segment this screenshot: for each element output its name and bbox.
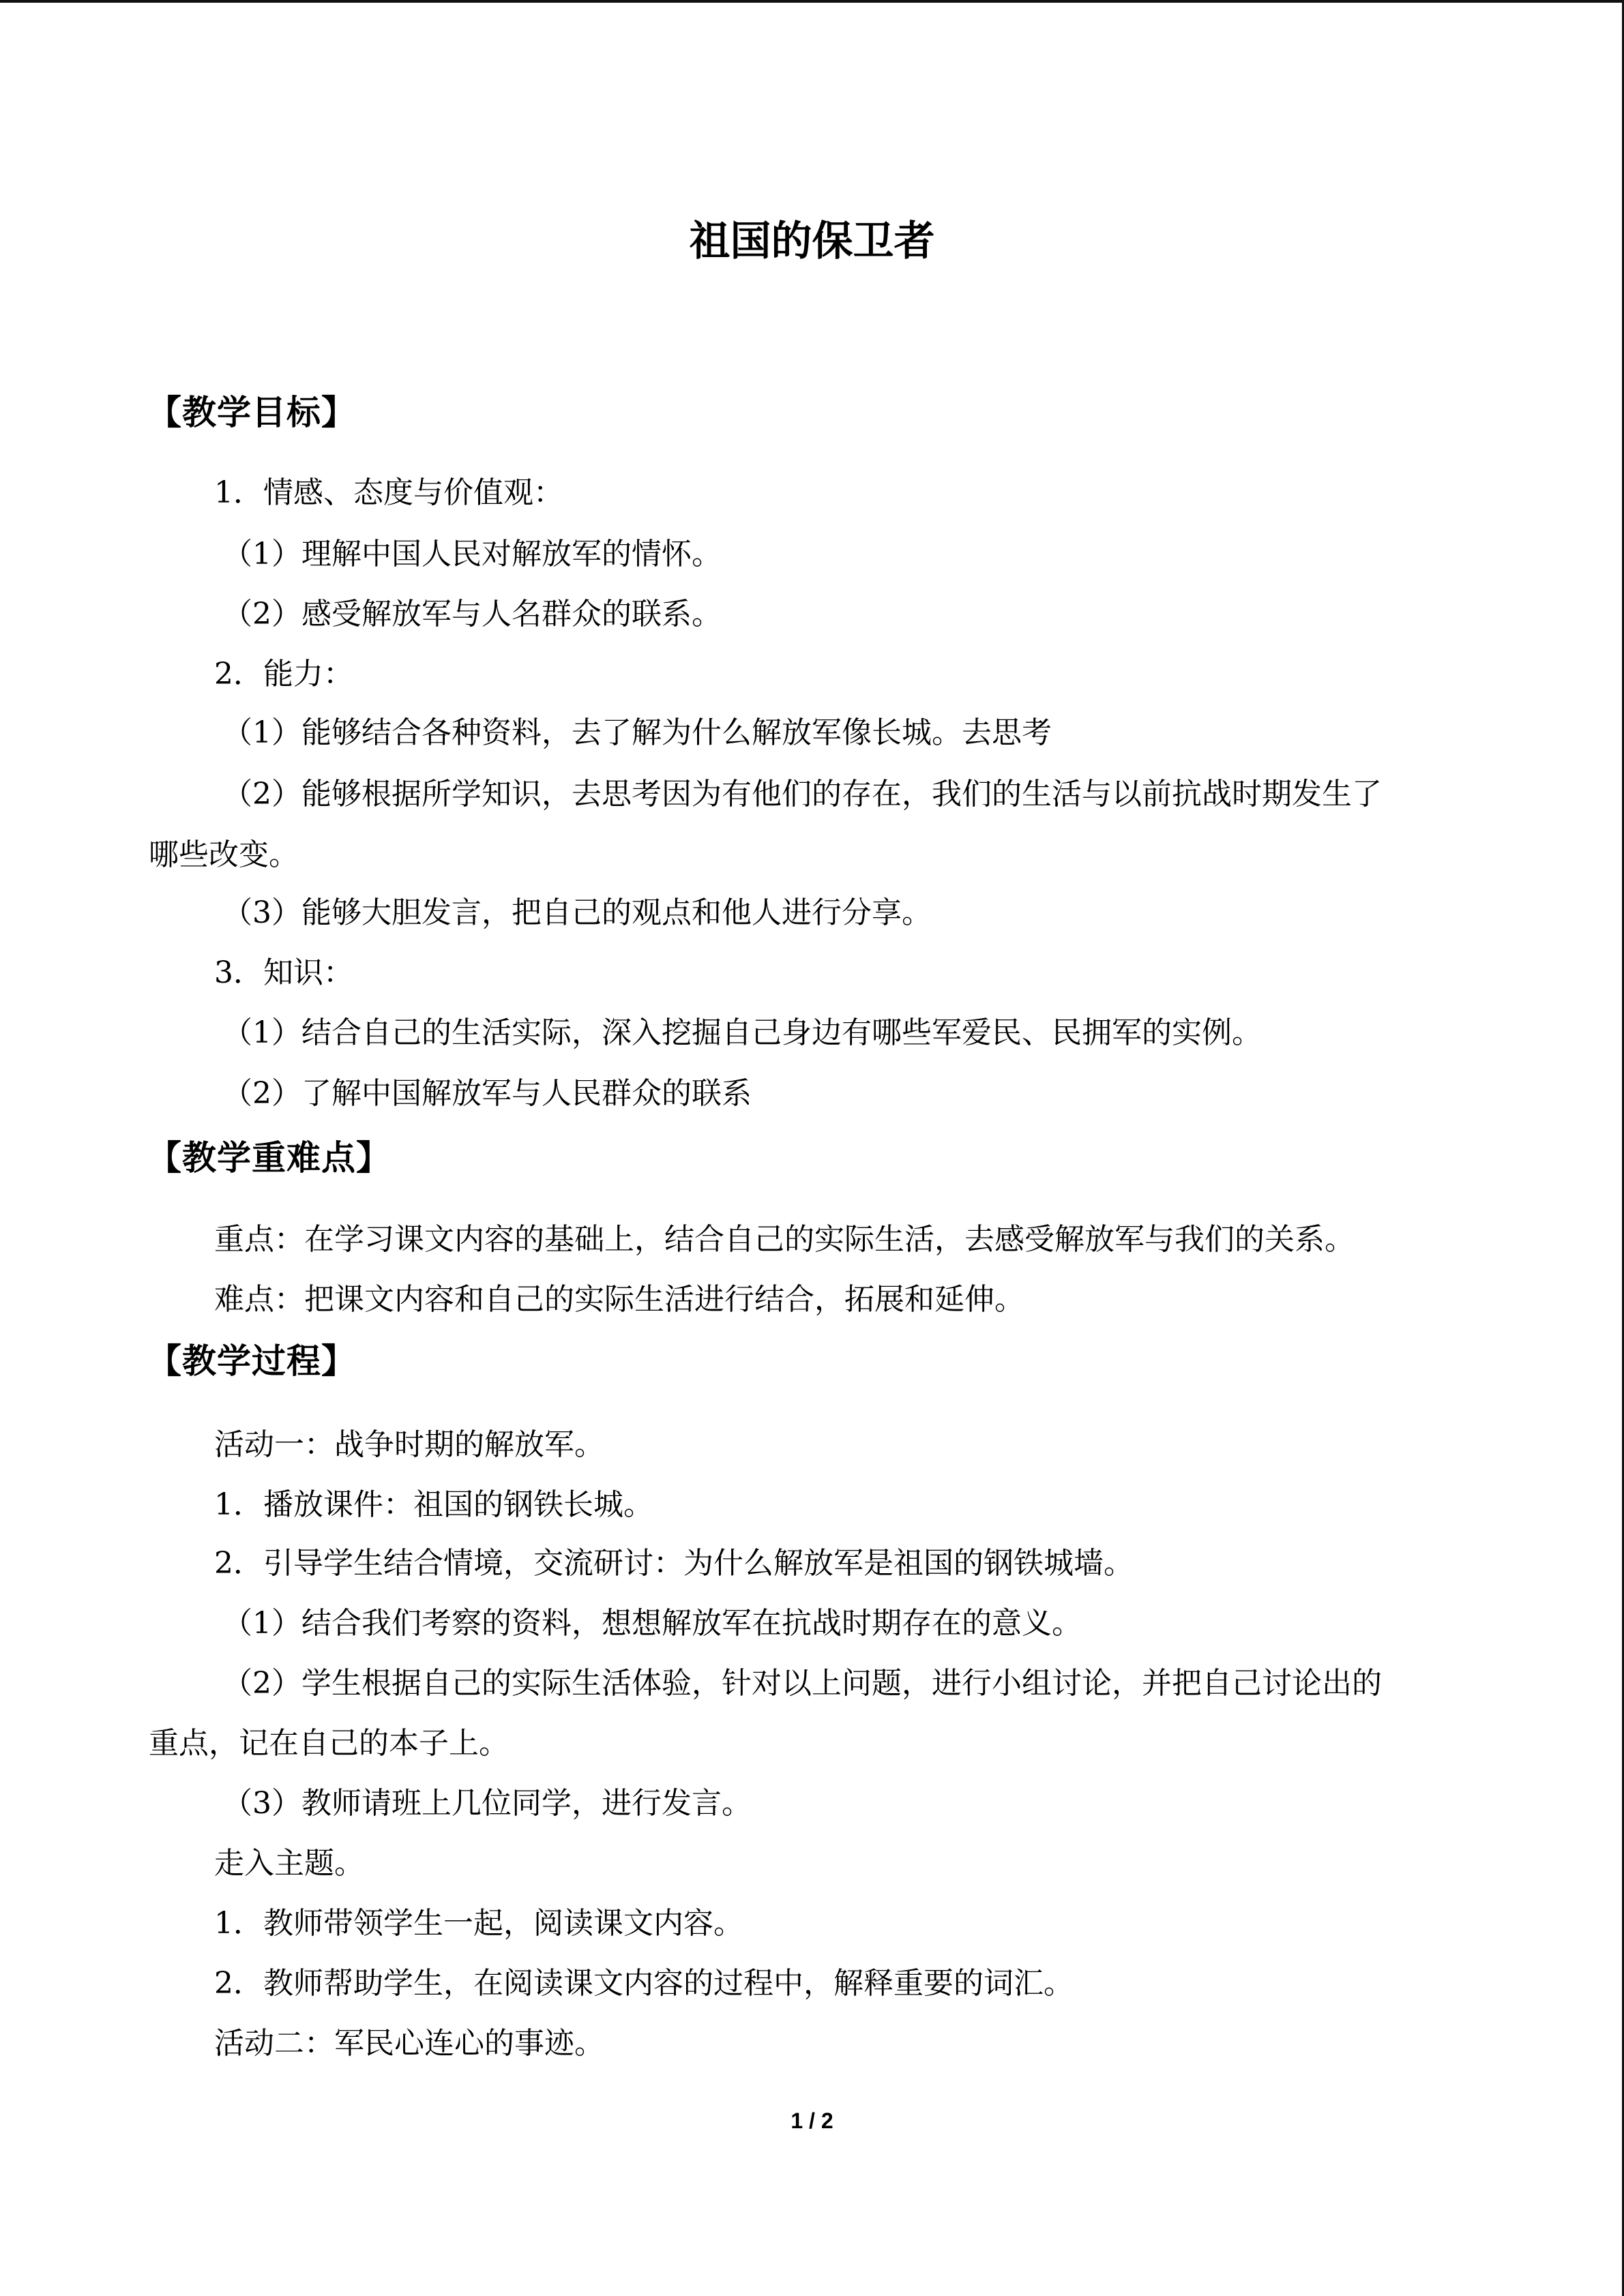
- document-title: 祖国的保卫者: [689, 218, 935, 265]
- paragraph-line: 3．知识：: [214, 955, 353, 990]
- paragraph-line: 1．教师带领学生一起，阅读课文内容。: [214, 1906, 743, 1941]
- section-heading-key-difficulties: 【教学重难点】: [147, 1138, 391, 1178]
- paragraph-line: （1）理解中国人民对解放军的情怀。: [222, 537, 722, 571]
- section-heading-teaching-objectives: 【教学目标】: [147, 393, 356, 432]
- paragraph-line: （3）能够大胆发言，把自己的观点和他人进行分享。: [222, 895, 932, 930]
- paragraph-line: 活动二：军民心连心的事迹。: [214, 2026, 604, 2061]
- paragraph-line: 2．能力：: [214, 657, 353, 691]
- paragraph-line: （2）学生根据自己的实际生活体验，针对以上问题，进行小组讨论，并把自己讨论出的: [222, 1666, 1382, 1701]
- paragraph-line: （3）教师请班上几位同学，进行发言。: [222, 1786, 752, 1821]
- paragraph-line-continuation: 重点，记在自己的本子上。: [149, 1726, 509, 1761]
- paragraph-line: （1）结合我们考察的资料，想想解放军在抗战时期存在的意义。: [222, 1606, 1082, 1641]
- paragraph-line: （1）能够结合各种资料，去了解为什么解放军像长城。去思考: [222, 715, 1052, 750]
- paragraph-line: （2）能够根据所学知识，去思考因为有他们的存在，我们的生活与以前抗战时期发生了: [222, 777, 1382, 811]
- paragraph-line: （2）感受解放军与人名群众的联系。: [222, 597, 722, 631]
- paragraph-line: （2）了解中国解放军与人民群众的联系: [222, 1076, 752, 1111]
- paragraph-line: 2．教师帮助学生，在阅读课文内容的过程中，解释重要的词汇。: [214, 1966, 1074, 2001]
- section-heading-teaching-process: 【教学过程】: [147, 1341, 356, 1381]
- paragraph-line: 活动一：战争时期的解放军。: [214, 1427, 604, 1462]
- paragraph-line: 1．情感、态度与价值观：: [214, 475, 563, 510]
- paragraph-line: 难点：把课文内容和自己的实际生活进行结合，拓展和延伸。: [214, 1282, 1024, 1317]
- paragraph-line: 1．播放课件：祖国的钢铁长城。: [214, 1487, 653, 1522]
- paragraph-line: （1）结合自己的生活实际，深入挖掘自己身边有哪些军爱民、民拥军的实例。: [222, 1015, 1262, 1050]
- paragraph-line: 走入主题。: [214, 1846, 364, 1881]
- page-number: 1 / 2: [791, 2108, 833, 2133]
- paragraph-line: 重点：在学习课文内容的基础上，结合自己的实际生活，去感受解放军与我们的关系。: [214, 1222, 1355, 1257]
- paragraph-line: 2．引导学生结合情境，交流研讨：为什么解放军是祖国的钢铁城墙。: [214, 1546, 1134, 1581]
- paragraph-line-continuation: 哪些改变。: [149, 837, 299, 872]
